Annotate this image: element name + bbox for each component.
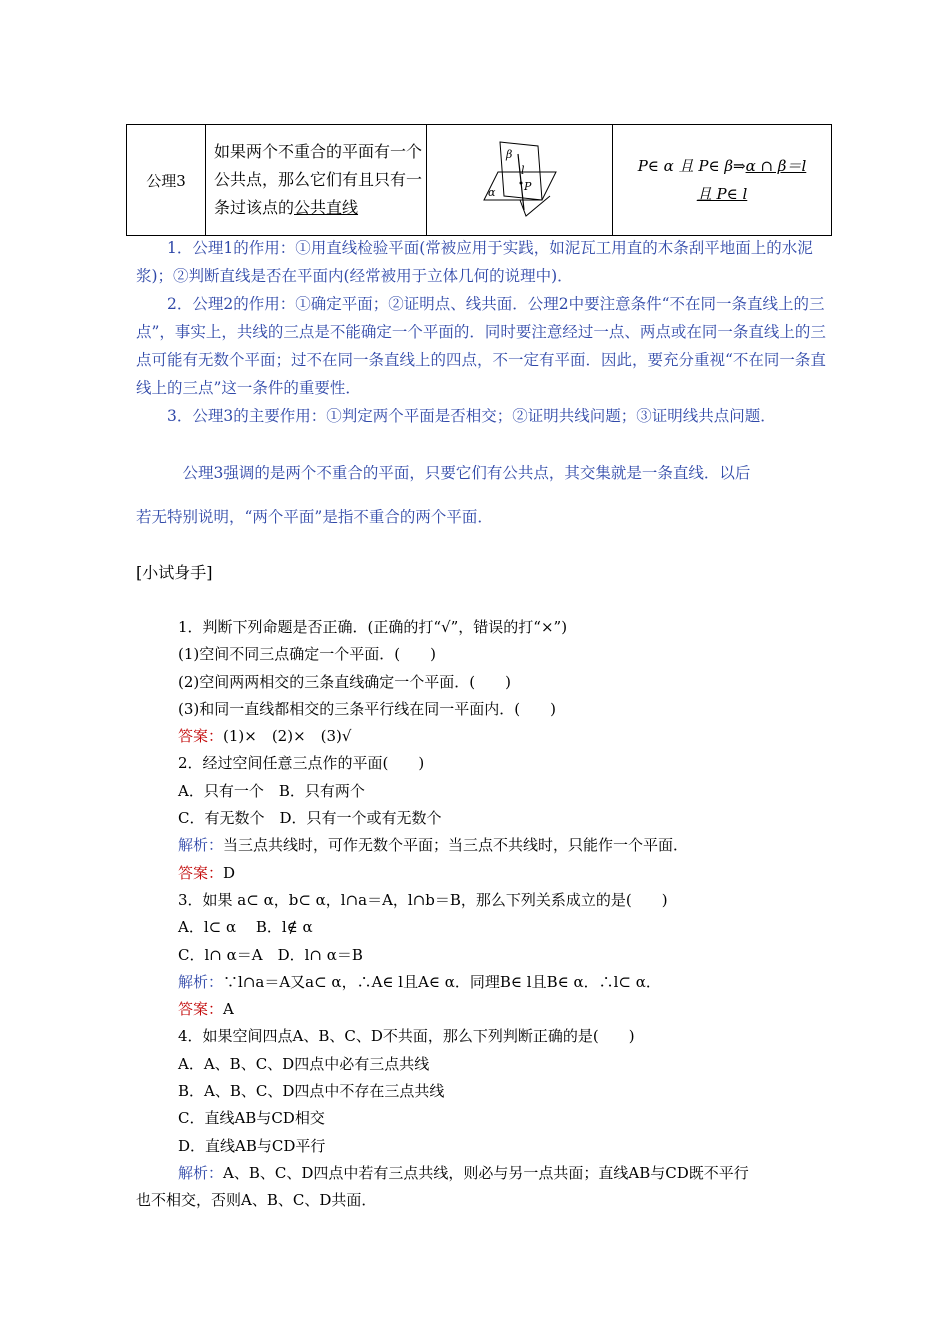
q3-analysis-text: ∵l∩a＝A又a⊂ α，∴A∈ l且A∈ α．同理B∈ l且B∈ α．∴l⊂ α． xyxy=(223,972,661,991)
q1-answer-value: (1)× (2)× (3)√ xyxy=(223,727,352,746)
axiom-row xyxy=(127,125,832,236)
answer-label: 答案： xyxy=(178,727,224,746)
point-p-dot xyxy=(519,182,522,185)
answer-label: 答案： xyxy=(178,1000,224,1019)
q2-answer xyxy=(178,860,828,887)
point-p-label: P xyxy=(523,180,531,193)
axiom-figure-cell xyxy=(427,125,613,236)
q1-answer xyxy=(178,723,828,750)
axiom-statement-text: 如果两个不重合的平面有一个公共点，那么它们有且只有一条过该点的 xyxy=(214,142,423,217)
q2-stem: 2．经过空间任意三点作的平面( ) xyxy=(178,754,425,773)
q2-analysis-text: 当三点共线时，可作无数个平面；当三点不共线时，只能作一个平面． xyxy=(223,836,689,855)
q4-stem: 4．如果空间四点A、B、C、D不共面，那么下列判断正确的是( ) xyxy=(178,1027,635,1046)
note-2: 2．公理2的作用：①确定平面；②证明点、线共面．公理2中要注意条件“不在同一条直线上的三点”，事实上，共线的三点是不能确定一个平面的．同时要注意经过一点、两点或在同一条直线上的三点可能有无数个平面；过不在同一条直线上的四点，不一定有平面．因此，要充分重视“不在同一条直线上的三点”这一条件的重要性． xyxy=(136,295,826,397)
q4-option-a: A．A、B、C、D四点中必有三点共线 xyxy=(178,1054,430,1073)
q4-option-b: B．A、B、C、D四点中不存在三点共线 xyxy=(178,1082,445,1101)
analysis-label: 解析： xyxy=(178,1163,224,1182)
note-3: 3．公理3的主要作用：①判定两个平面是否相交；②证明共线问题；③证明线共点问题． xyxy=(167,407,776,425)
q4-analysis-line-1 xyxy=(178,1160,828,1187)
q3-answer xyxy=(178,996,828,1023)
note-1: 1．公理1的作用：①用直线检验平面(常被应用于实践，如泥瓦工用直的木条刮平地面上的水泥浆)；②判断直线是否在平面内(经常被用于立体几何的说理中)． xyxy=(136,239,813,285)
line-l-label: l xyxy=(520,164,525,177)
beta-label: β xyxy=(505,148,512,161)
q2-options-cd: C．有无数个 D．只有一个或有无数个 xyxy=(178,809,442,828)
axiom-notes xyxy=(136,234,826,430)
q1-item-2: (2)空间两两相交的三条直线确定一个平面．( ) xyxy=(178,672,511,691)
q3-options-cd: C．l∩ α＝A D．l∩ α＝B xyxy=(178,945,363,964)
q2-analysis xyxy=(178,832,828,859)
q3-analysis xyxy=(178,969,828,996)
axiom-statement xyxy=(206,125,427,236)
analysis-label: 解析： xyxy=(178,972,224,991)
axiom-statement-underlined: 公共直线 xyxy=(294,198,359,217)
emphasis-line-2: 若无特别说明，“两个平面”是指不重合的两个平面． xyxy=(136,508,493,526)
q4-option-c: C．直线AB与CD相交 xyxy=(178,1109,325,1128)
q4-option-d: D．直线AB与CD平行 xyxy=(178,1136,326,1155)
emphasis-line-1: 公理3强调的是两个不重合的平面，只要它们有公共点，其交集就是一条直线．以后 xyxy=(182,464,751,482)
q1-stem: 1．判断下列命题是否正确．(正确的打“√”，错误的打“×”) xyxy=(178,618,568,636)
q2-options-ab: A．只有一个 B．只有两个 xyxy=(178,781,365,800)
q4-analysis-text-1: A、B、C、D四点中若有三点共线，则必与另一点共面；直线AB与CD既不平行 xyxy=(223,1163,749,1182)
q3-answer-value: A xyxy=(223,1000,234,1019)
answer-label: 答案： xyxy=(178,863,224,882)
analysis-label: 解析： xyxy=(178,836,224,855)
section-heading: [小试身手] xyxy=(136,563,213,582)
axiom-symbolic xyxy=(613,125,832,236)
symbolic-conclusion: α ∩ β＝l xyxy=(745,157,807,175)
symbolic-line-1 xyxy=(613,152,831,180)
q3-options-ab: A．l⊂ α B．l∉ α xyxy=(178,918,313,937)
exercise-list xyxy=(136,614,828,1215)
symbolic-premise: P∈ α 且 P∈ β⇒ xyxy=(637,157,746,175)
symbolic-line-2 xyxy=(613,180,831,208)
axiom-name: 公理3 xyxy=(127,125,206,236)
alpha-label: α xyxy=(487,186,495,199)
q3-stem: 3．如果 a⊂ α，b⊂ α，l∩a＝A，l∩b＝B，那么下列关系成立的是( ) xyxy=(178,890,668,909)
q1-item-1: (1)空间不同三点确定一个平面．( ) xyxy=(178,645,436,664)
intersecting-planes-figure xyxy=(480,136,560,220)
q2-answer-value: D xyxy=(223,863,236,882)
q1-item-3: (3)和同一直线都相交的三条平行线在同一平面内．( ) xyxy=(178,699,556,718)
q4-analysis-line-2: 也不相交，否则A、B、C、D共面． xyxy=(136,1191,377,1210)
axiom-table xyxy=(126,124,832,236)
symbolic-conclusion-2: 且 P∈ l xyxy=(696,185,748,203)
